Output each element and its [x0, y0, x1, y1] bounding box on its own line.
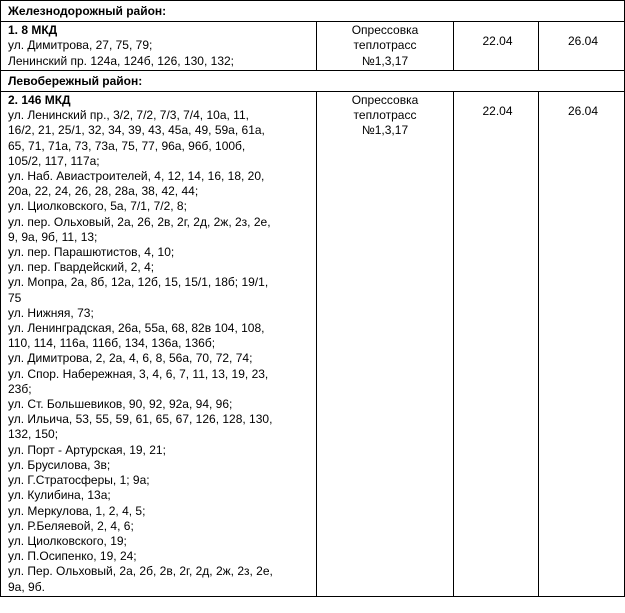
address-line: ул. Нижняя, 73; [8, 305, 94, 320]
table-row [1, 22, 625, 71]
address-cell [1, 22, 317, 71]
address-line: 16/2, 21, 25/1, 32, 34, 39, 43, 45а, 49, 59а, 61а, [8, 123, 265, 138]
address-line: ул. Ленинский пр., 3/2, 7/2, 7/3, 7/4, 10а, 11, [8, 108, 249, 123]
address-line: ул. Брусилова, 3в; [8, 457, 111, 472]
district-header-row [1, 1, 625, 22]
address-line: ул. Спор. Набережная, 3, 4, 6, 7, 11, 13, 19, 23, [8, 366, 269, 381]
work-type-cell [317, 92, 454, 597]
work-type-line: теплотрасс [353, 108, 417, 123]
district-header-row [1, 70, 625, 91]
end-date-cell: 26.04 [539, 92, 625, 597]
address-line: ул. Пер. Ольховый, 2а, 2б, 2в, 2г, 2д, 2ж, 2з, 2е, [8, 564, 273, 579]
work-type-cell [317, 22, 454, 71]
address-line: 9, 9а, 9б, 11, 13; [8, 229, 98, 244]
address-line: ул. пер. Парашютистов, 4, 10; [8, 245, 175, 260]
district-title: Левобережный район: [1, 70, 625, 91]
table-row [1, 92, 625, 597]
work-type-line: №1,3,17 [361, 53, 409, 68]
address-line: ул. Меркулова, 1, 2, 4, 5; [8, 503, 146, 518]
address-cell [1, 92, 317, 597]
address-line: ул. Наб. Авиастроителей, 4, 12, 14, 16, 18, 20, [8, 169, 265, 184]
address-line: ул. Мопра, 2а, 8б, 12а, 12б, 15, 15/1, 18б; 19/1, [8, 275, 269, 290]
address-line: ул. Ленинградская, 26а, 55а, 68, 82в 104, 108, [8, 321, 265, 336]
address-line: ул. Ильича, 53, 55, 59, 61, 65, 67, 126, 128, 130, [8, 412, 273, 427]
work-type-line: теплотрасс [353, 38, 417, 53]
address-line: 20а, 22, 24, 26, 28, 28а, 38, 42, 44; [8, 184, 199, 199]
address-line: ул. Димитрова, 27, 75, 79; [8, 38, 153, 53]
address-line: 23б; [8, 381, 32, 396]
address-line: ул. Димитрова, 2, 2а, 4, 6, 8, 56а, 70, 72, 74; [8, 351, 253, 366]
row-heading: 1. 8 МКД [8, 23, 58, 38]
address-line: 110, 114, 116а, 116б, 134, 136а, 136б; [8, 336, 216, 351]
row-heading: 2. 146 МКД [8, 93, 71, 108]
address-line: 9а, 9б. [8, 579, 45, 594]
address-line: ул. Порт - Артурская, 19, 21; [8, 442, 166, 457]
start-date-cell: 22.04 [454, 22, 539, 71]
work-type-line: №1,3,17 [361, 123, 409, 138]
address-line: Ленинский пр. 124а, 124б, 126, 130, 132; [8, 53, 234, 68]
address-line: ул. Р.Беляевой, 2, 4, 6; [8, 518, 134, 533]
address-line: ул. Г.Стратосферы, 1; 9а; [8, 473, 150, 488]
start-date-cell: 22.04 [454, 92, 539, 597]
address-line: 105/2, 117, 117а; [8, 153, 100, 168]
address-line: 65, 71, 71а, 73, 73а, 75, 77, 96а, 96б, 100б, [8, 138, 246, 153]
address-line: ул. пер. Гвардейский, 2, 4; [8, 260, 155, 275]
address-line: ул. Циолковского, 19; [8, 533, 127, 548]
work-type-line: Опрессовка [351, 23, 419, 38]
address-line: ул. Ст. Большевиков, 90, 92, 92а, 94, 96; [8, 397, 233, 412]
address-line: ул. пер. Ольховый, 2а, 26, 2в, 2г, 2д, 2ж, 2з, 2е, [8, 214, 271, 229]
work-type-line: Опрессовка [351, 93, 419, 108]
address-line: 75 [8, 290, 22, 305]
address-line: 132, 150; [8, 427, 59, 442]
address-line: ул. П.Осипенко, 19, 24; [8, 549, 137, 564]
address-line: ул. Циолковского, 5а, 7/1, 7/2, 8; [8, 199, 187, 214]
district-title: Железнодорожный район: [1, 1, 625, 22]
address-line: ул. Кулибина, 13а; [8, 488, 111, 503]
end-date-cell: 26.04 [539, 22, 625, 71]
